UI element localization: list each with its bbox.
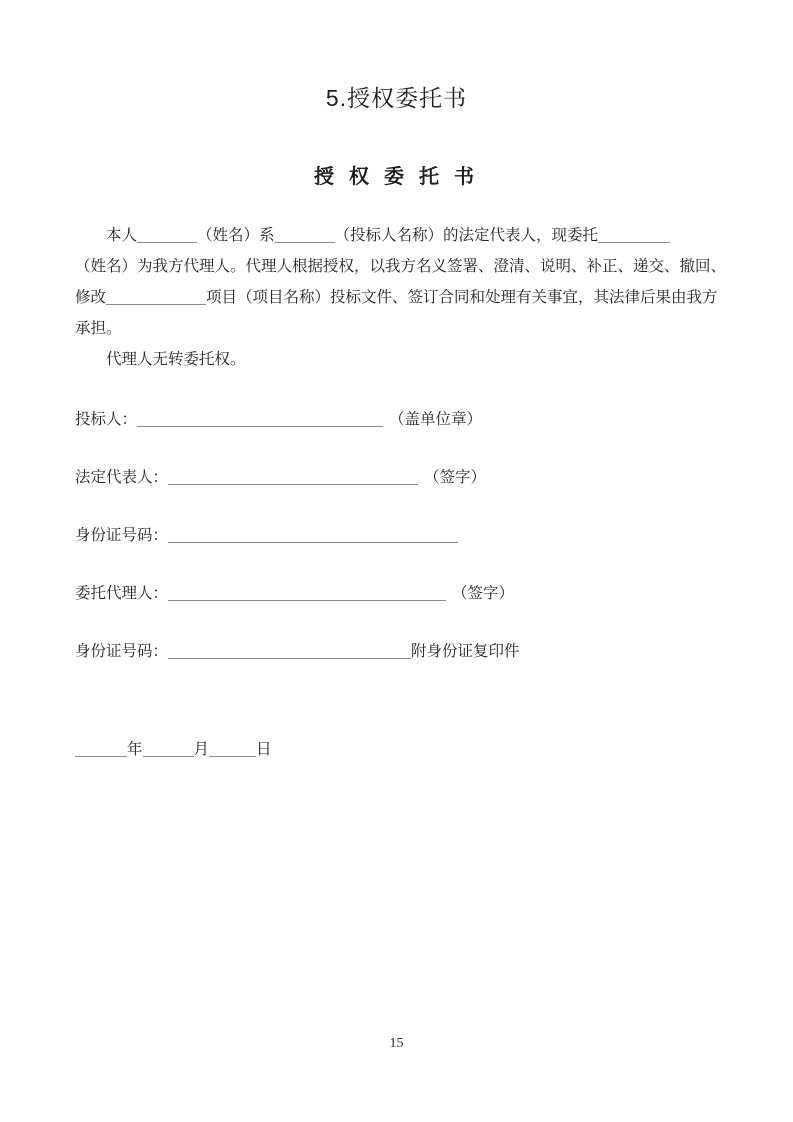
- blank-field-id-number-2: [168, 645, 411, 659]
- paragraph-line-1: [75, 220, 745, 251]
- paragraph-line-2: （姓名）为我方代理人。代理人根据授权，以我方名义签署、澄清、说明、补正、递交、撤回、: [75, 258, 727, 275]
- blank-field-entrusted-name: [598, 229, 670, 243]
- month-label: 月: [193, 741, 210, 758]
- text-run: 本人: [106, 227, 138, 244]
- field-row-id-number-2: [75, 642, 520, 662]
- blank-field-entrusted-agent-signature: [168, 587, 446, 601]
- paragraph-line-5: 代理人无转委托权。: [106, 351, 246, 368]
- field-row-bidder: [75, 410, 482, 430]
- blank-field-legal-representative-signature: [168, 471, 418, 485]
- blank-field-name: [137, 229, 197, 243]
- paragraph-line-3: [75, 282, 745, 313]
- text-run: （投标人名称）的法定代表人，现委托: [334, 227, 599, 244]
- paragraph-line-4: 承担。: [75, 320, 122, 337]
- field-label: 身份证号码：: [75, 643, 169, 660]
- field-label: 法定代表人：: [75, 469, 169, 486]
- blank-field-id-number-1: [168, 529, 458, 543]
- field-label: 身份证号码：: [75, 527, 169, 544]
- text-run: （姓名）系: [197, 227, 275, 244]
- blank-field-day: [209, 743, 256, 757]
- blank-field-bidder-name: [275, 229, 335, 243]
- body-paragraph: [75, 220, 745, 375]
- blank-field-month: [143, 743, 194, 757]
- field-label: 投标人：: [75, 411, 138, 428]
- text-run: 修改: [75, 289, 107, 306]
- date-line: [75, 740, 272, 760]
- field-suffix: 附身份证复印件: [411, 643, 520, 660]
- blank-field-bidder-signature: [137, 413, 383, 427]
- field-suffix: （盖单位章）: [389, 411, 483, 428]
- page-number: 15: [389, 1036, 404, 1051]
- section-title: 5.授权委托书: [325, 85, 468, 111]
- field-suffix: （签字）: [452, 585, 515, 602]
- field-row-legal-representative: [75, 468, 486, 488]
- day-label: 日: [256, 741, 272, 758]
- field-row-entrusted-agent: [75, 584, 514, 604]
- blank-field-project-name: [106, 291, 206, 305]
- document-title: 授 权 委 托 书: [314, 166, 479, 188]
- field-row-id-number-1: [75, 526, 458, 546]
- year-label: 年: [127, 741, 143, 758]
- text-run: 项目（项目名称）投标文件、签订合同和处理有关事宜，其法律后果由我方: [206, 289, 718, 306]
- field-label: 委托代理人：: [75, 585, 169, 602]
- field-suffix: （签字）: [424, 469, 487, 486]
- blank-field-year: [75, 743, 127, 757]
